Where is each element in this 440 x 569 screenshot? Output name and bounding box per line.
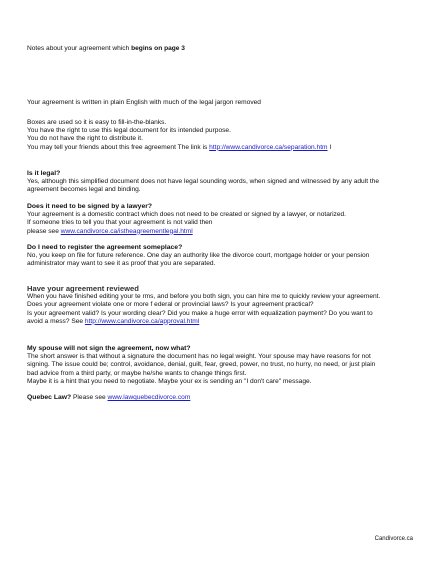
quebec-line	[27, 394, 428, 402]
rights-line-4-suffix: I	[327, 143, 332, 151]
spouse-line-2: signing. The issue could be; control, avoidance, denial, guilt, fear, greed, power, no trust, no hurry, no need, or just plain	[27, 361, 376, 369]
rights-line-4-text: You may tell your friends about this free agreement The link is	[27, 143, 210, 151]
register-line-1: No, you keep on file for future reference. One day an authority like the divorce court, mortgage holder or your pension	[27, 252, 370, 260]
intro-section	[27, 45, 428, 53]
spouse-heading: My spouse will not sign the agreement, now what?	[27, 345, 191, 352]
lawyer-line-2: If someone tries to tell you that your agreement is not valid then	[27, 219, 213, 227]
rights-line-2: You have the right to use this legal document for its intended purpose.	[27, 127, 231, 135]
quebec-heading: Quebec Law?	[27, 394, 72, 401]
review-section	[27, 285, 428, 326]
plain-english-line: Your agreement is written in plain English with much of the legal jargon removed	[27, 99, 261, 106]
rights-line-3: You do not have the right to distribute it.	[27, 135, 143, 143]
footer-brand: Candivorce.ca	[374, 536, 413, 542]
rights-line-1: Boxes are used so it is easy to fill-in-the-blanks.	[27, 119, 167, 126]
register-section	[27, 244, 428, 269]
legal-section	[27, 170, 428, 195]
spouse-line-1: The short answer is that without a signature the document has no legal weight. Your spouse may have reasons for not	[27, 353, 371, 361]
review-line-2: Does your agreement violate one or more f ederal or provincial laws? Is your agreement practical?	[27, 301, 314, 309]
approval-link[interactable]: http://www.candivorce.ca/approval.html	[84, 317, 200, 325]
plain-english-section	[27, 99, 428, 107]
separation-link[interactable]: http://www.candivorce.ca/separation.htm	[209, 143, 328, 151]
rights-section	[27, 119, 428, 152]
lawyer-section	[27, 203, 428, 236]
review-line-4-text: avoid a mess? See	[27, 317, 85, 325]
spouse-line-3: bad advice from a third party, or maybe he/she wants to change things first.	[27, 369, 247, 377]
agreement-legal-link[interactable]: www.candivorce.ca/istheagreementlegal.html	[60, 227, 193, 235]
review-line-4	[27, 318, 428, 326]
register-heading: Do I need to register the agreement someplace?	[27, 244, 183, 251]
legal-line-2: agreement becomes legal and binding.	[27, 186, 141, 194]
register-line-2: administrator may want to see it as proof that you are separated.	[27, 260, 216, 268]
legal-heading: Is it legal?	[27, 170, 61, 177]
legal-line-1: Yes, although this simplified document does not have legal sounding words, when signed and witnessed by any adult the	[27, 178, 380, 186]
quebec-text: Please see	[71, 394, 108, 401]
quebec-link[interactable]: www.lawquebecdivorce.com	[107, 394, 191, 401]
quebec-section	[27, 394, 428, 402]
intro-text: Notes about your agreement which	[27, 45, 132, 52]
intro-bold-text: begins on page 3	[131, 45, 185, 52]
lawyer-heading: Does it need to be signed by a lawyer?	[27, 203, 153, 210]
review-line-1: When you have finished editing your te rms, and before you both sign, you can hire me to quickly review your agreement.	[27, 293, 381, 301]
review-heading: Have your agreement reviewed	[27, 284, 139, 293]
intro-line	[27, 45, 428, 53]
review-line-3: Is your agreement valid? Is your wording clear? Did you make a huge error with equalization payment? Do you want to	[27, 309, 373, 317]
rights-line-4	[27, 144, 428, 152]
spouse-line-4: Maybe it is a hint that you need to negotiate. Maybe your ex is sending an "I don't care" message.	[27, 377, 312, 385]
lawyer-line-3-text: please see	[27, 227, 61, 235]
spouse-section	[27, 345, 428, 386]
lawyer-line-3	[27, 228, 428, 236]
lawyer-line-1: Your agreement is a domestic contract which does not need to be created or signed by a lawyer, or notarized.	[27, 211, 347, 219]
